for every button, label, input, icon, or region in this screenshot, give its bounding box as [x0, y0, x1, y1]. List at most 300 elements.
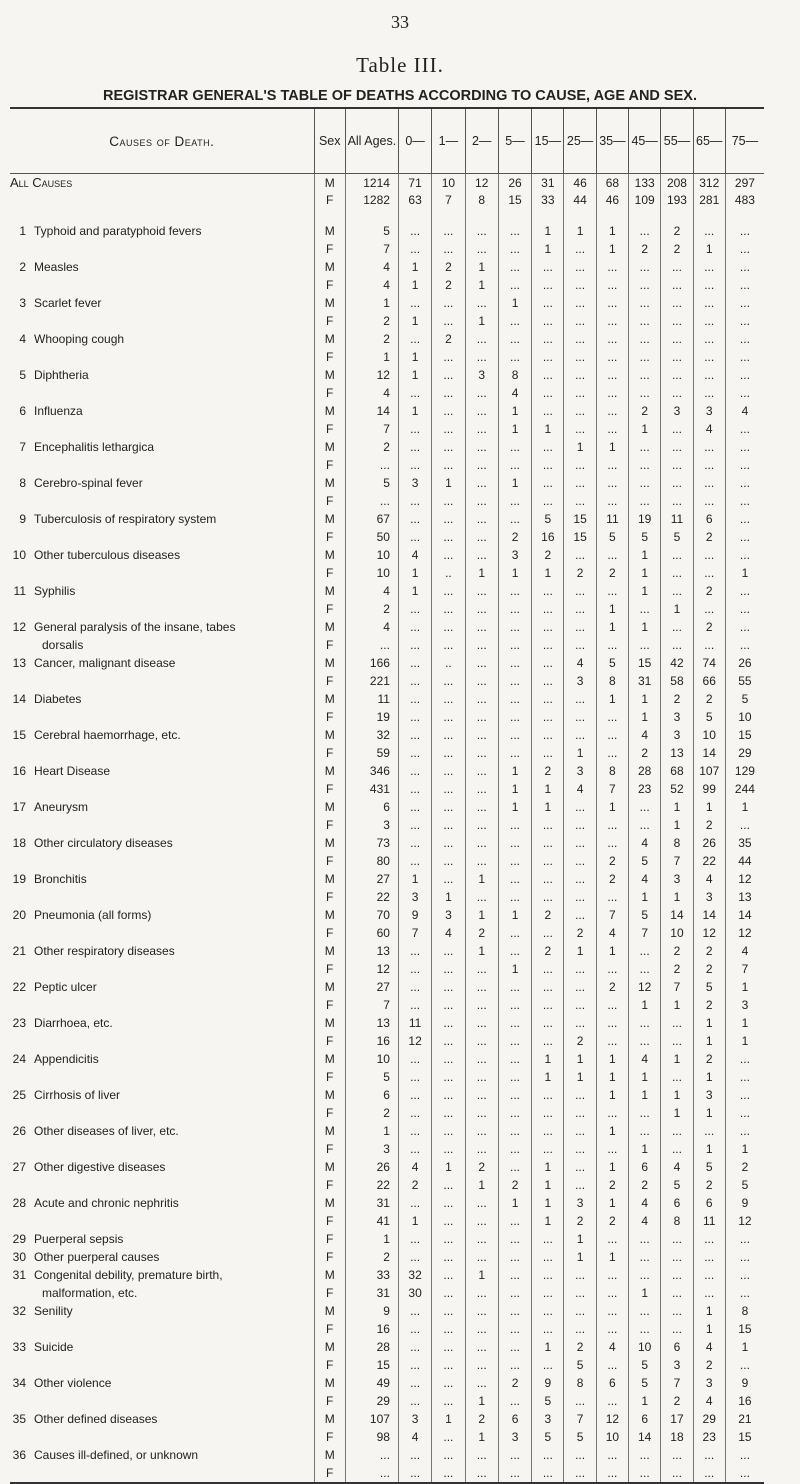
value-cell: 6: [661, 1338, 693, 1356]
table-row: [10, 1032, 764, 1050]
cause-cell: [10, 1302, 314, 1320]
value-cell: 1: [564, 1068, 596, 1086]
value-cell: 5: [629, 906, 661, 924]
value-cell: 7: [564, 1410, 596, 1428]
value-cell: ...: [432, 1356, 465, 1374]
value-cell: ...: [564, 996, 596, 1014]
value-cell: ...: [725, 312, 764, 330]
all-ages-cell: 10: [345, 564, 398, 582]
value-cell: ...: [564, 1122, 596, 1140]
value-cell: 1: [465, 1428, 498, 1446]
all-ages-cell: 5: [345, 1068, 398, 1086]
value-cell: ...: [532, 1032, 564, 1050]
value-cell: ...: [432, 1374, 465, 1392]
cause-name: Senility: [34, 1304, 73, 1318]
all-ages-cell: 2: [345, 312, 398, 330]
value-cell: 44: [725, 852, 764, 870]
value-cell: 1: [498, 564, 531, 582]
value-cell: ...: [398, 1446, 431, 1464]
value-cell: 1: [432, 1410, 465, 1428]
sex-cell: F: [314, 1230, 345, 1248]
value-cell: ...: [398, 726, 431, 744]
value-cell: 2: [532, 546, 564, 564]
value-cell: 2: [693, 1176, 725, 1194]
value-cell: 2: [432, 330, 465, 348]
value-cell: ...: [629, 366, 661, 384]
sex-cell: F: [314, 1212, 345, 1230]
all-ages-cell: 59: [345, 744, 398, 762]
value-cell: ...: [596, 1284, 628, 1302]
value-cell: ...: [532, 1122, 564, 1140]
value-cell: ...: [465, 762, 498, 780]
header-age-55: 55—: [661, 108, 693, 174]
value-cell: ...: [465, 996, 498, 1014]
value-cell: 6: [693, 1194, 725, 1212]
value-cell: ...: [564, 1158, 596, 1176]
value-cell: 11: [693, 1212, 725, 1230]
value-cell: ...: [465, 456, 498, 474]
value-cell: 2: [564, 1212, 596, 1230]
value-cell: ...: [532, 1284, 564, 1302]
table-row: [10, 1446, 764, 1464]
all-ages-cell: 2: [345, 330, 398, 348]
value-cell: ...: [532, 870, 564, 888]
value-cell: ...: [564, 1104, 596, 1122]
value-cell: ...: [432, 1068, 465, 1086]
table-row: [10, 438, 764, 456]
value-cell: 3: [532, 1410, 564, 1428]
value-cell: ...: [725, 1086, 764, 1104]
value-cell: 2: [498, 1176, 531, 1194]
cause-cell: [10, 618, 314, 636]
cause-cell: [10, 582, 314, 600]
cause-cell: [10, 924, 314, 942]
table-row: [10, 1356, 764, 1374]
value-cell: ...: [564, 1140, 596, 1158]
sex-cell: M: [314, 1086, 345, 1104]
all-ages-cell: 1214: [345, 174, 398, 192]
value-cell: 15: [564, 510, 596, 528]
value-cell: ...: [629, 276, 661, 294]
cause-cell: [10, 672, 314, 690]
cause-name: Encephalitis lethargica: [34, 440, 155, 454]
value-cell: ...: [498, 690, 531, 708]
value-cell: ...: [465, 438, 498, 456]
value-cell: ...: [465, 834, 498, 852]
value-cell: 1: [532, 564, 564, 582]
all-ages-cell: 16: [345, 1320, 398, 1338]
cause-number: 36: [12, 1448, 26, 1462]
value-cell: 23: [693, 1428, 725, 1446]
value-cell: ...: [725, 618, 764, 636]
value-cell: 1: [693, 1068, 725, 1086]
value-cell: ...: [465, 420, 498, 438]
value-cell: ...: [532, 294, 564, 312]
value-cell: ...: [596, 276, 628, 294]
value-cell: ...: [629, 1122, 661, 1140]
value-cell: 1: [693, 1320, 725, 1338]
value-cell: ...: [596, 726, 628, 744]
sex-cell: M: [314, 762, 345, 780]
value-cell: ...: [398, 1140, 431, 1158]
sex-cell: F: [314, 888, 345, 906]
sex-cell: F: [314, 1248, 345, 1266]
value-cell: ...: [596, 1392, 628, 1410]
value-cell: ...: [661, 636, 693, 654]
cause-cell: [10, 294, 314, 312]
value-cell: ...: [693, 1284, 725, 1302]
value-cell: 1: [596, 1248, 628, 1266]
page-number: 33: [391, 12, 409, 32]
value-cell: ...: [532, 1104, 564, 1122]
value-cell: ...: [661, 1122, 693, 1140]
value-cell: 4: [629, 1050, 661, 1068]
value-cell: 3: [693, 888, 725, 906]
value-cell: ...: [564, 1446, 596, 1464]
value-cell: 19: [629, 510, 661, 528]
value-cell: 1: [564, 1050, 596, 1068]
sex-cell: F: [314, 1392, 345, 1410]
value-cell: ...: [465, 492, 498, 510]
value-cell: 4: [693, 420, 725, 438]
all-ages-cell: 22: [345, 1176, 398, 1194]
value-cell: 8: [661, 834, 693, 852]
value-cell: 17: [661, 1410, 693, 1428]
value-cell: ...: [465, 546, 498, 564]
value-cell: ...: [725, 384, 764, 402]
all-ages-cell: 15: [345, 1356, 398, 1374]
value-cell: 14: [661, 906, 693, 924]
value-cell: ...: [693, 1230, 725, 1248]
value-cell: ...: [564, 618, 596, 636]
value-cell: ...: [498, 456, 531, 474]
value-cell: ...: [398, 816, 431, 834]
value-cell: 1: [398, 870, 431, 888]
all-ages-cell: 12: [345, 960, 398, 978]
value-cell: ...: [498, 1284, 531, 1302]
value-cell: 7: [596, 906, 628, 924]
value-cell: ...: [564, 348, 596, 366]
value-cell: 1: [596, 1050, 628, 1068]
cause-number: 24: [12, 1052, 26, 1066]
all-ages-cell: 3: [345, 816, 398, 834]
value-cell: 1: [629, 708, 661, 726]
sex-cell: F: [314, 1032, 345, 1050]
table-row: [10, 708, 764, 726]
cause-name: Cancer, malignant disease: [34, 656, 176, 670]
value-cell: ...: [398, 690, 431, 708]
value-cell: ...: [725, 420, 764, 438]
value-cell: ...: [398, 1122, 431, 1140]
value-cell: ...: [465, 1068, 498, 1086]
table-row: [10, 474, 764, 492]
value-cell: ...: [693, 294, 725, 312]
value-cell: 7: [661, 852, 693, 870]
value-cell: ...: [432, 348, 465, 366]
header-age-0: 0—: [398, 108, 431, 174]
all-causes-row: [10, 174, 764, 192]
table-row: [10, 492, 764, 510]
value-cell: ...: [693, 276, 725, 294]
value-cell: ...: [661, 456, 693, 474]
value-cell: ...: [596, 816, 628, 834]
value-cell: 1: [725, 1338, 764, 1356]
value-cell: 2: [498, 528, 531, 546]
value-cell: 31: [629, 672, 661, 690]
value-cell: 5: [629, 852, 661, 870]
value-cell: 66: [693, 672, 725, 690]
value-cell: 1: [532, 780, 564, 798]
value-cell: ...: [498, 888, 531, 906]
table-row: [10, 762, 764, 780]
value-cell: 312: [693, 174, 725, 192]
value-cell: 2: [564, 1032, 596, 1050]
value-cell: ...: [465, 510, 498, 528]
value-cell: ...: [661, 1464, 693, 1483]
value-cell: 1: [532, 1050, 564, 1068]
value-cell: ...: [432, 618, 465, 636]
header-age-2: 2—: [465, 108, 498, 174]
cause-number: 9: [19, 512, 26, 526]
all-ages-cell: 13: [345, 1014, 398, 1032]
table-row: [10, 1392, 764, 1410]
value-cell: 68: [661, 762, 693, 780]
value-cell: 6: [661, 1194, 693, 1212]
value-cell: ...: [532, 1446, 564, 1464]
value-cell: ...: [432, 384, 465, 402]
all-ages-cell: ...: [345, 492, 398, 510]
value-cell: ...: [629, 1320, 661, 1338]
all-ages-cell: 4: [345, 258, 398, 276]
value-cell: ...: [661, 1230, 693, 1248]
value-cell: ...: [725, 1464, 764, 1483]
sex-cell: M: [314, 1302, 345, 1320]
value-cell: ...: [432, 294, 465, 312]
value-cell: 1: [532, 1176, 564, 1194]
value-cell: ...: [532, 330, 564, 348]
all-ages-cell: 7: [345, 240, 398, 258]
table-row: [10, 960, 764, 978]
value-cell: ...: [564, 978, 596, 996]
cause-name: Other digestive diseases: [34, 1160, 166, 1174]
all-ages-cell: ...: [345, 1464, 398, 1483]
value-cell: 2: [693, 996, 725, 1014]
spacer-row: [10, 208, 764, 222]
value-cell: 6: [629, 1158, 661, 1176]
value-cell: 3: [498, 546, 531, 564]
value-cell: ...: [693, 636, 725, 654]
value-cell: ...: [661, 366, 693, 384]
value-cell: ...: [629, 1014, 661, 1032]
value-cell: 297: [725, 174, 764, 192]
value-cell: 12: [693, 924, 725, 942]
value-cell: 1: [596, 618, 628, 636]
value-cell: ...: [465, 222, 498, 240]
value-cell: 35: [725, 834, 764, 852]
value-cell: ..: [432, 564, 465, 582]
value-cell: 18: [661, 1428, 693, 1446]
value-cell: 15: [725, 1320, 764, 1338]
value-cell: ...: [661, 312, 693, 330]
value-cell: ...: [596, 960, 628, 978]
value-cell: 2: [465, 1158, 498, 1176]
cause-cell: [10, 510, 314, 528]
cause-number: 4: [19, 332, 26, 346]
value-cell: 1: [532, 1194, 564, 1212]
value-cell: 6: [693, 510, 725, 528]
value-cell: 10: [725, 708, 764, 726]
cause-name: Other violence: [34, 1376, 112, 1390]
value-cell: 1: [498, 1194, 531, 1212]
value-cell: ...: [564, 276, 596, 294]
sex-cell: F: [314, 1140, 345, 1158]
value-cell: ...: [432, 816, 465, 834]
value-cell: 5: [564, 1356, 596, 1374]
value-cell: ...: [498, 258, 531, 276]
value-cell: 15: [629, 654, 661, 672]
value-cell: 3: [661, 1356, 693, 1374]
value-cell: ...: [432, 546, 465, 564]
cause-name: Diphtheria: [34, 368, 89, 382]
cause-cell: [10, 870, 314, 888]
all-ages-cell: 19: [345, 708, 398, 726]
value-cell: 2: [596, 1176, 628, 1194]
cause-cell: [10, 258, 314, 276]
value-cell: ...: [629, 960, 661, 978]
value-cell: ...: [498, 1392, 531, 1410]
value-cell: ...: [465, 852, 498, 870]
sex-cell: F: [314, 960, 345, 978]
value-cell: ...: [532, 348, 564, 366]
value-cell: 2: [498, 1374, 531, 1392]
value-cell: ...: [725, 1122, 764, 1140]
sex-cell: M: [314, 1410, 345, 1428]
value-cell: ...: [564, 888, 596, 906]
value-cell: 1: [596, 1122, 628, 1140]
value-cell: ...: [432, 438, 465, 456]
sex-cell: M: [314, 978, 345, 996]
sex-cell: F: [314, 816, 345, 834]
all-ages-cell: 12: [345, 366, 398, 384]
value-cell: 244: [725, 780, 764, 798]
value-cell: 7: [432, 191, 465, 208]
cause-name: Other tuberculous diseases: [34, 548, 181, 562]
sex-cell: F: [314, 1320, 345, 1338]
value-cell: ...: [498, 600, 531, 618]
value-cell: ...: [629, 312, 661, 330]
value-cell: ...: [725, 1068, 764, 1086]
value-cell: 1: [596, 240, 628, 258]
value-cell: ...: [693, 348, 725, 366]
value-cell: ...: [693, 222, 725, 240]
cause-name: Whooping cough: [34, 332, 125, 346]
table-row: [10, 564, 764, 582]
table-row: [10, 618, 764, 636]
sex-cell: M: [314, 474, 345, 492]
value-cell: 1: [532, 420, 564, 438]
value-cell: 2: [661, 942, 693, 960]
value-cell: ...: [465, 1104, 498, 1122]
value-cell: 2: [693, 960, 725, 978]
value-cell: ...: [432, 222, 465, 240]
cause-cell: [10, 744, 314, 762]
value-cell: 4: [629, 1194, 661, 1212]
value-cell: ...: [398, 438, 431, 456]
value-cell: ...: [465, 708, 498, 726]
all-ages-cell: 2: [345, 438, 398, 456]
cause-cell: [10, 1248, 314, 1266]
value-cell: ...: [398, 978, 431, 996]
table-row: [10, 366, 764, 384]
sex-cell: F: [314, 492, 345, 510]
cause-number: 26: [12, 1124, 26, 1138]
value-cell: 4: [398, 1158, 431, 1176]
value-cell: ...: [498, 978, 531, 996]
value-cell: 483: [725, 191, 764, 208]
value-cell: ...: [498, 1032, 531, 1050]
cause-number: 23: [12, 1016, 26, 1030]
table-row: [10, 294, 764, 312]
value-cell: 3: [564, 762, 596, 780]
table-row: [10, 942, 764, 960]
value-cell: ...: [693, 1446, 725, 1464]
table-row: [10, 906, 764, 924]
value-cell: 6: [629, 1410, 661, 1428]
value-cell: ...: [532, 1464, 564, 1483]
value-cell: ...: [564, 690, 596, 708]
cause-name: Peptic ulcer: [34, 980, 97, 994]
value-cell: 2: [725, 1158, 764, 1176]
value-cell: 10: [693, 726, 725, 744]
cause-cell: [10, 1176, 314, 1194]
value-cell: 5: [693, 978, 725, 996]
value-cell: ...: [596, 744, 628, 762]
cause-number: 7: [19, 440, 26, 454]
sex-cell: F: [314, 708, 345, 726]
table-row: [10, 384, 764, 402]
value-cell: 1: [596, 1068, 628, 1086]
cause-cell: [10, 798, 314, 816]
value-cell: ...: [564, 852, 596, 870]
value-cell: 99: [693, 780, 725, 798]
cause-cell: [10, 1320, 314, 1338]
value-cell: ...: [629, 1302, 661, 1320]
value-cell: ...: [532, 600, 564, 618]
value-cell: 2: [596, 852, 628, 870]
value-cell: 3: [564, 1194, 596, 1212]
cause-cell: [10, 726, 314, 744]
value-cell: 71: [398, 174, 431, 192]
sex-cell: F: [314, 636, 345, 654]
cause-name: Measles: [34, 260, 79, 274]
value-cell: 28: [629, 762, 661, 780]
value-cell: 1: [465, 258, 498, 276]
all-ages-cell: 16: [345, 1032, 398, 1050]
value-cell: 1: [629, 888, 661, 906]
cause-name: Causes ill-defined, or unknown: [34, 1448, 199, 1462]
value-cell: ...: [725, 276, 764, 294]
value-cell: ...: [725, 510, 764, 528]
cause-cell: [10, 600, 314, 618]
cause-cell: [10, 1104, 314, 1122]
value-cell: ...: [564, 726, 596, 744]
sex-cell: F: [314, 564, 345, 582]
value-cell: ...: [465, 1356, 498, 1374]
value-cell: ...: [465, 618, 498, 636]
cause-cell: [10, 474, 314, 492]
value-cell: 129: [725, 762, 764, 780]
value-cell: ...: [398, 492, 431, 510]
